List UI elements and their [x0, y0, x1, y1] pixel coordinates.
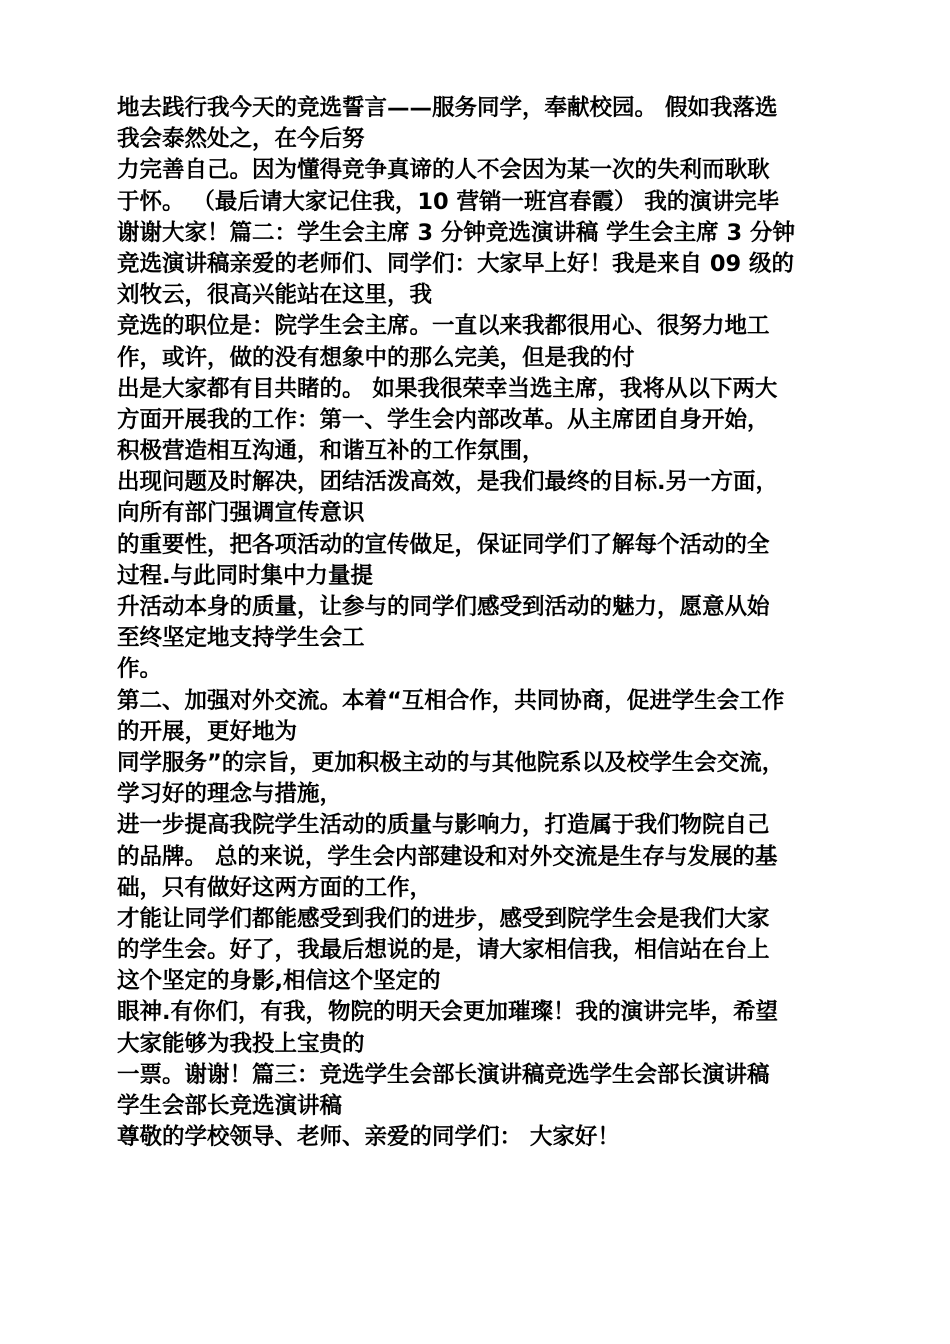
text-line: 刘牧云，很高兴能站在这里，我 [117, 282, 433, 309]
text-line: 学生会部长竞选演讲稿 [117, 1093, 343, 1119]
text-line: 的品牌。 总的来说，学生会内部建设和对外交流是生存与发展的基 [117, 843, 778, 870]
text-line: 竞选演讲稿亲爱的老师们、同学们：大家早上好！我是来自 09 级的 [117, 250, 794, 277]
text-line: 进一步提高我院学生活动的质量与影响力，打造属于我们物院自己 [117, 812, 770, 839]
text-line: 作，或许，做的没有想象中的那么完美，但是我的付 [117, 344, 635, 371]
text-line: 的重要性，把各项活动的宣传做足，保证同学们了解每个活动的全 [117, 531, 770, 558]
text-line: 力完善自己。因为懂得竞争真谛的人不会因为某一次的失利而耿耿 [117, 157, 770, 184]
text-line: 我会泰然处之，在今后努 [117, 126, 365, 153]
text-line: 积极营造相互沟通，和谐互补的工作氛围， [117, 438, 545, 465]
text-line: 这个坚定的身影,相信这个坚定的 [117, 968, 441, 995]
text-line: 眼神.有你们，有我，物院的明天会更加璀璨！我的演讲完毕，希望 [117, 999, 779, 1026]
text-line: 升活动本身的质量，让参与的同学们感受到活动的魅力，愿意从始 [117, 594, 770, 620]
text-line: 方面开展我的工作：第一、学生会内部改革。从主席团自身开始， [117, 406, 770, 433]
text-line: 才能让同学们都能感受到我们的进步，感受到院学生会是我们大家 [117, 905, 770, 932]
text-line: 过程.与此同时集中力量提 [117, 562, 374, 589]
text-line: 竞选的职位是：院学生会主席。一直以来我都很用心、很努力地工 [117, 313, 770, 340]
text-line: 的学生会。好了，我最后想说的是，请大家相信我，相信站在台上 [117, 937, 770, 964]
text-line: 大家能够为我投上宝贵的 [117, 1030, 365, 1057]
text-line: 的开展，更好地为 [117, 718, 298, 745]
text-line: 出现问题及时解决，团结活泼高效，是我们最终的目标.另一方面， [117, 469, 779, 496]
text-line: 于怀。 （最后请大家记住我，10 营销一班宫春霞） 我的演讲完毕 [117, 188, 780, 215]
speech-text-block [117, 93, 835, 1153]
text-line: 学习好的理念与措施， [117, 781, 343, 808]
text-line: 至终坚定地支持学生会工 [117, 625, 365, 652]
text-line: 同学服务”的宗旨，更加积极主动的与其他院系以及校学生会交流， [117, 749, 785, 776]
text-line: 出是大家都有目共睹的。 如果我很荣幸当选主席，我将从以下两大 [117, 375, 778, 402]
text-line: 础，只有做好这两方面的工作， [117, 874, 433, 901]
text-line: 向所有部门强调宣传意识 [117, 500, 365, 527]
text-line: 尊敬的学校领导、老师、亲爱的同学们： 大家好！ [117, 1124, 620, 1151]
text-line: 一票。谢谢！篇三：竞选学生会部长演讲稿竞选学生会部长演讲稿 [117, 1061, 770, 1088]
text-line: 第二、加强对外交流。本着“互相合作，共同协商，促进学生会工作 [117, 687, 785, 714]
text-line: 地去践行我今天的竞选誓言——服务同学，奉献校园。 假如我落选 [117, 95, 778, 121]
text-line: 作。 [117, 656, 163, 683]
text-line: 谢谢大家！篇二：学生会主席 3 分钟竞选演讲稿 学生会主席 3 分钟 [117, 219, 795, 246]
